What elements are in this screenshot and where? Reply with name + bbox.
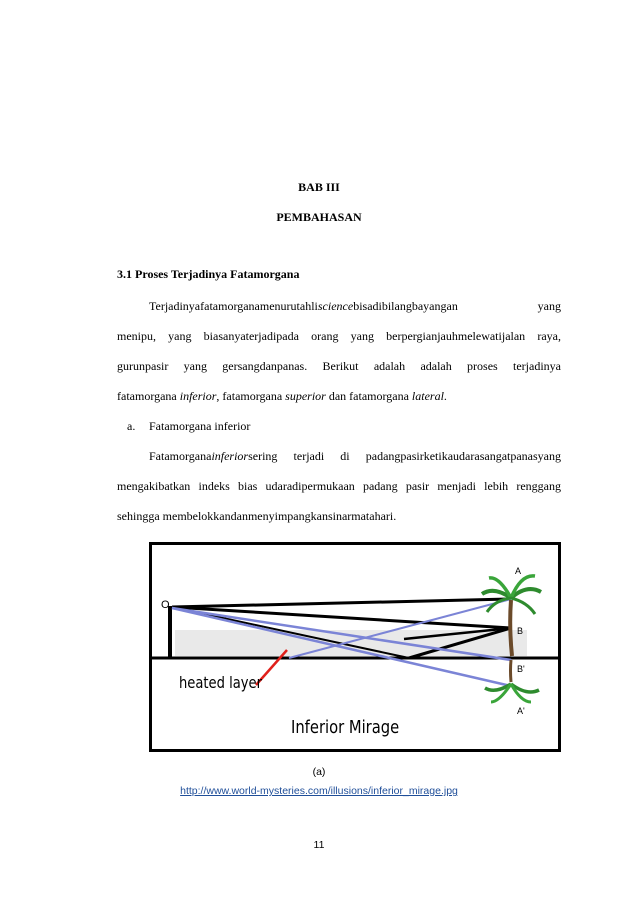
sub-a-line-1 [149,449,561,463]
figure-source-link[interactable]: http://www.world-mysteries.com/illusions/inferior_mirage.jpg [180,785,458,797]
intro-line-1-text-b: bisadibilangbayangan [353,299,458,313]
section-heading: 3.1 Proses Terjadinya Fatamorgana [117,267,300,281]
page-number: 11 [313,839,325,851]
intro-line-1-text-c: yang [537,299,561,313]
intro-line-2: menipu, yang biasanyaterjadipada orang yang berpergianjauhmelewatijalan raya, [117,329,561,343]
figure-caption [0,781,638,799]
chapter-number: BAB III [298,180,340,194]
intro-line-4-text-c: dan fatamorgana [325,389,412,403]
intro-line-1-text-a: Terjadinyafatamorganamenurutahli [149,299,318,313]
figure-title: Inferior Mirage [291,716,400,738]
label-b: B [517,626,524,636]
intro-line-4 [117,389,447,403]
figure-caption-sub: (a) [312,766,326,778]
intro-line-3: gurunpasir yang gersangdanpanas. Berikut adalah adalah proses terjadinya [117,359,561,373]
label-heated-layer: heated layer [179,673,263,693]
intro-line-1-emphasis: science [317,299,354,313]
intro-line-4-text-b: , fatamorgana [216,389,286,403]
inferior-mirage-diagram [149,542,561,752]
label-b-prime: B' [517,664,525,674]
sub-a-line-1-text-a: Fatamorgana [149,449,212,463]
sub-a-line-3: sehingga membelokkandanmenyimpangkansinarmatahari. [117,509,397,523]
intro-line-4-text-a: fatamorgana [117,389,180,403]
intro-line-4-text-d: . [443,389,447,403]
label-a: A [515,566,522,576]
inferior-mirage-figure [149,542,561,752]
air-band [175,630,527,656]
intro-line-4-em-inferior: inferior [179,389,217,403]
list-item-a-title: Fatamorgana inferior [149,419,251,433]
sub-a-line-1-emphasis: inferior [211,449,249,463]
label-a-prime: A' [517,706,525,716]
intro-line-1 [149,299,561,313]
chapter-title: PEMBAHASAN [276,210,362,224]
list-item-a-label: a. [127,419,136,433]
intro-line-4-em-superior: superior [285,389,326,403]
sub-a-line-1-text-b: sering terjadi di padangpasirketikaudarasangatpanasyang [248,449,561,463]
observer-figure [168,606,172,658]
sub-a-line-2: mengakibatkan indeks bias udaradipermukaan padang pasir menjadi lebih renggang [117,479,561,493]
intro-line-4-em-lateral: lateral [411,389,444,403]
label-o: O [161,599,170,611]
